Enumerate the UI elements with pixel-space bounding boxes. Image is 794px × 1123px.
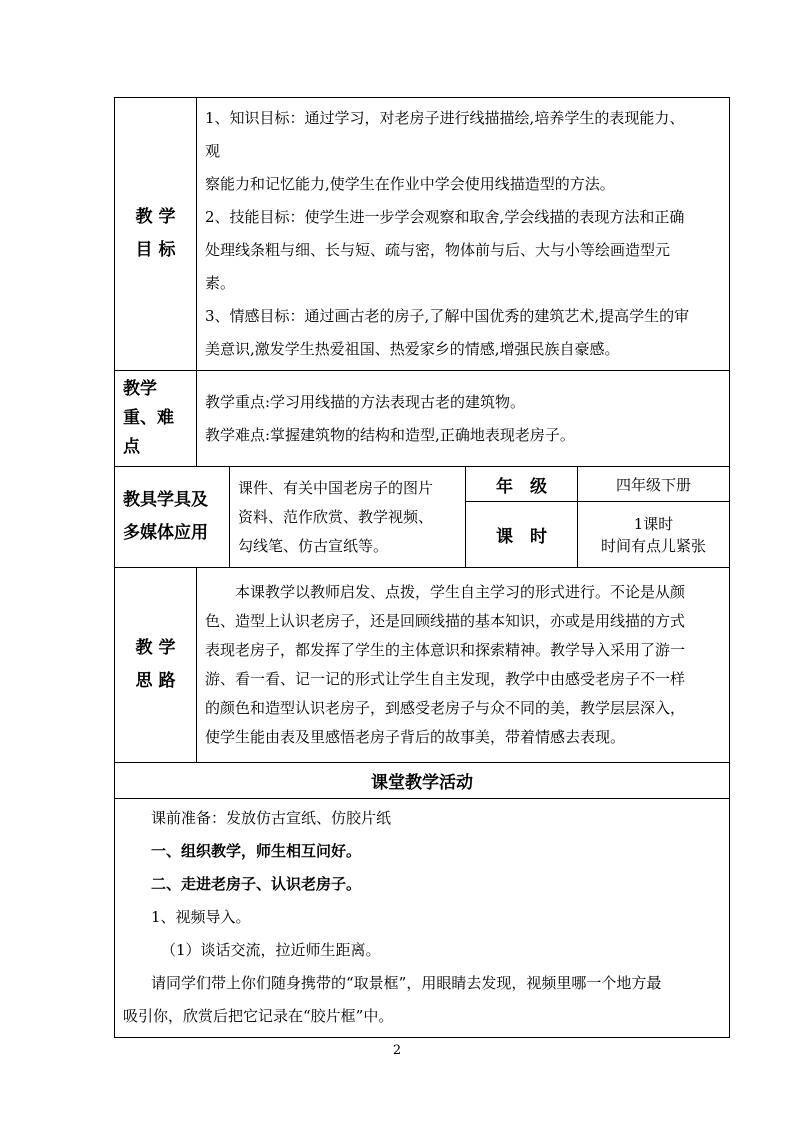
tools-content	[230, 467, 466, 568]
thinking-label	[115, 568, 197, 763]
sub-step-one-a: （1）谈话交流，拉近师生距离。	[161, 941, 381, 959]
key-points-label-line2: 重、难	[123, 408, 174, 428]
prep-text: 课前准备：发放仿古宣纸、仿胶片纸	[151, 809, 392, 827]
thinking-line: 表现老房子，都发挥了学生的主体意识和探索精神。教学导入采用了游一	[205, 641, 686, 659]
objectives-line: 1、知识目标：通过学习，对老房子进行线描描绘,培养学生的表现能力、	[205, 109, 685, 127]
objectives-line: 2、技能目标：使学生进一步学会观察和取舍,学会线描的表现方法和正确	[205, 208, 685, 226]
teaching-difficulty: 教学难点:掌握建筑物的结构和造型,正确地表现老房子。	[205, 425, 575, 444]
thinking-line: 的颜色和造型认识老房子，到感受老房子与众不同的美，教学层层深入，	[205, 699, 686, 717]
key-points-content	[197, 371, 730, 467]
sub-step-one: 1、视频导入。	[151, 908, 251, 926]
thinking-line: 本课教学以教师启发、点拨，学生自主学习的形式进行。不论是从颜	[235, 583, 686, 601]
thinking-content	[197, 568, 730, 763]
activities-title: 课堂教学活动	[115, 763, 730, 799]
key-points-label	[115, 371, 197, 467]
tools-line: 资料、范作欣赏、教学视频、	[238, 507, 434, 526]
lesson-plan-table	[114, 97, 730, 1038]
period-value-line1: 1课时	[633, 514, 674, 533]
objectives-line: 3、情感目标：通过画古老的房子,了解中国优秀的建筑艺术,提高学生的审	[205, 307, 690, 325]
objectives-label-line1: 教 学	[135, 207, 176, 227]
objectives-line: 美意识,激发学生热爱祖国、热爱家乡的情感,增强民族自豪感。	[205, 340, 620, 358]
objectives-line: 素。	[205, 274, 236, 292]
activity-paragraph-line2: 吸引你，欣赏后把它记录在“胶片框”中。	[123, 1007, 394, 1025]
thinking-row	[115, 568, 730, 763]
objectives-content	[197, 98, 730, 371]
objectives-row	[115, 98, 730, 371]
thinking-label-line1: 教 学	[135, 638, 176, 658]
thinking-line: 色、造型上认识老房子，还是回顾线描的基本知识，亦或是用线描的方式	[205, 612, 686, 630]
thinking-label-line2: 思 路	[135, 671, 176, 691]
key-points-label-line1: 教学	[123, 379, 157, 399]
period-value-line2: 时间有点儿紧张	[601, 536, 707, 555]
tools-label-line1: 教具学具及	[123, 490, 208, 510]
thinking-line: 使学生能由表及里感悟老房子背后的故事美，带着情感去表现。	[205, 728, 626, 746]
key-points-row	[115, 371, 730, 467]
activity-paragraph-line1: 请同学们带上你们随身携带的“取景框”，用眼睛去发现，视频里哪一个地方最	[151, 974, 662, 992]
objectives-line: 处理线条粗与细、长与短、疏与密，物体前与后、大与小等绘画造型元	[205, 241, 671, 259]
tools-line: 课件、有关中国老房子的图片	[238, 478, 434, 497]
thinking-line: 游、看一看、记一记的形式让学生自主发现，教学中由感受老房子不一样	[205, 670, 686, 688]
teaching-focus: 教学重点:学习用线描的方法表现古老的建筑物。	[205, 392, 526, 411]
key-points-label-line3: 点	[123, 437, 140, 457]
tools-line: 勾线笔、仿古宣纸等。	[238, 536, 389, 555]
period-value	[578, 502, 730, 568]
page-number: 2	[392, 1043, 402, 1058]
objectives-line: 观	[205, 142, 221, 160]
tools-label	[115, 467, 230, 568]
objectives-line: 察能力和记忆能力,使学生在作业中学会使用线描造型的方法。	[205, 175, 615, 193]
objectives-label	[115, 98, 197, 371]
grade-value: 四年级下册	[578, 467, 730, 502]
step-two: 二、走进老房子、认识老房子。	[151, 875, 362, 893]
tools-label-line2: 多媒体应用	[123, 523, 208, 543]
objectives-label-line2: 目 标	[135, 240, 176, 260]
activities-title-row	[115, 763, 730, 799]
step-one: 一、组织教学，师生相互问好。	[151, 842, 362, 860]
period-label: 课 时	[466, 502, 578, 568]
activities-content	[115, 799, 730, 1038]
tools-row	[115, 467, 730, 502]
grade-label: 年 级	[466, 467, 578, 502]
activities-row	[115, 799, 730, 1038]
